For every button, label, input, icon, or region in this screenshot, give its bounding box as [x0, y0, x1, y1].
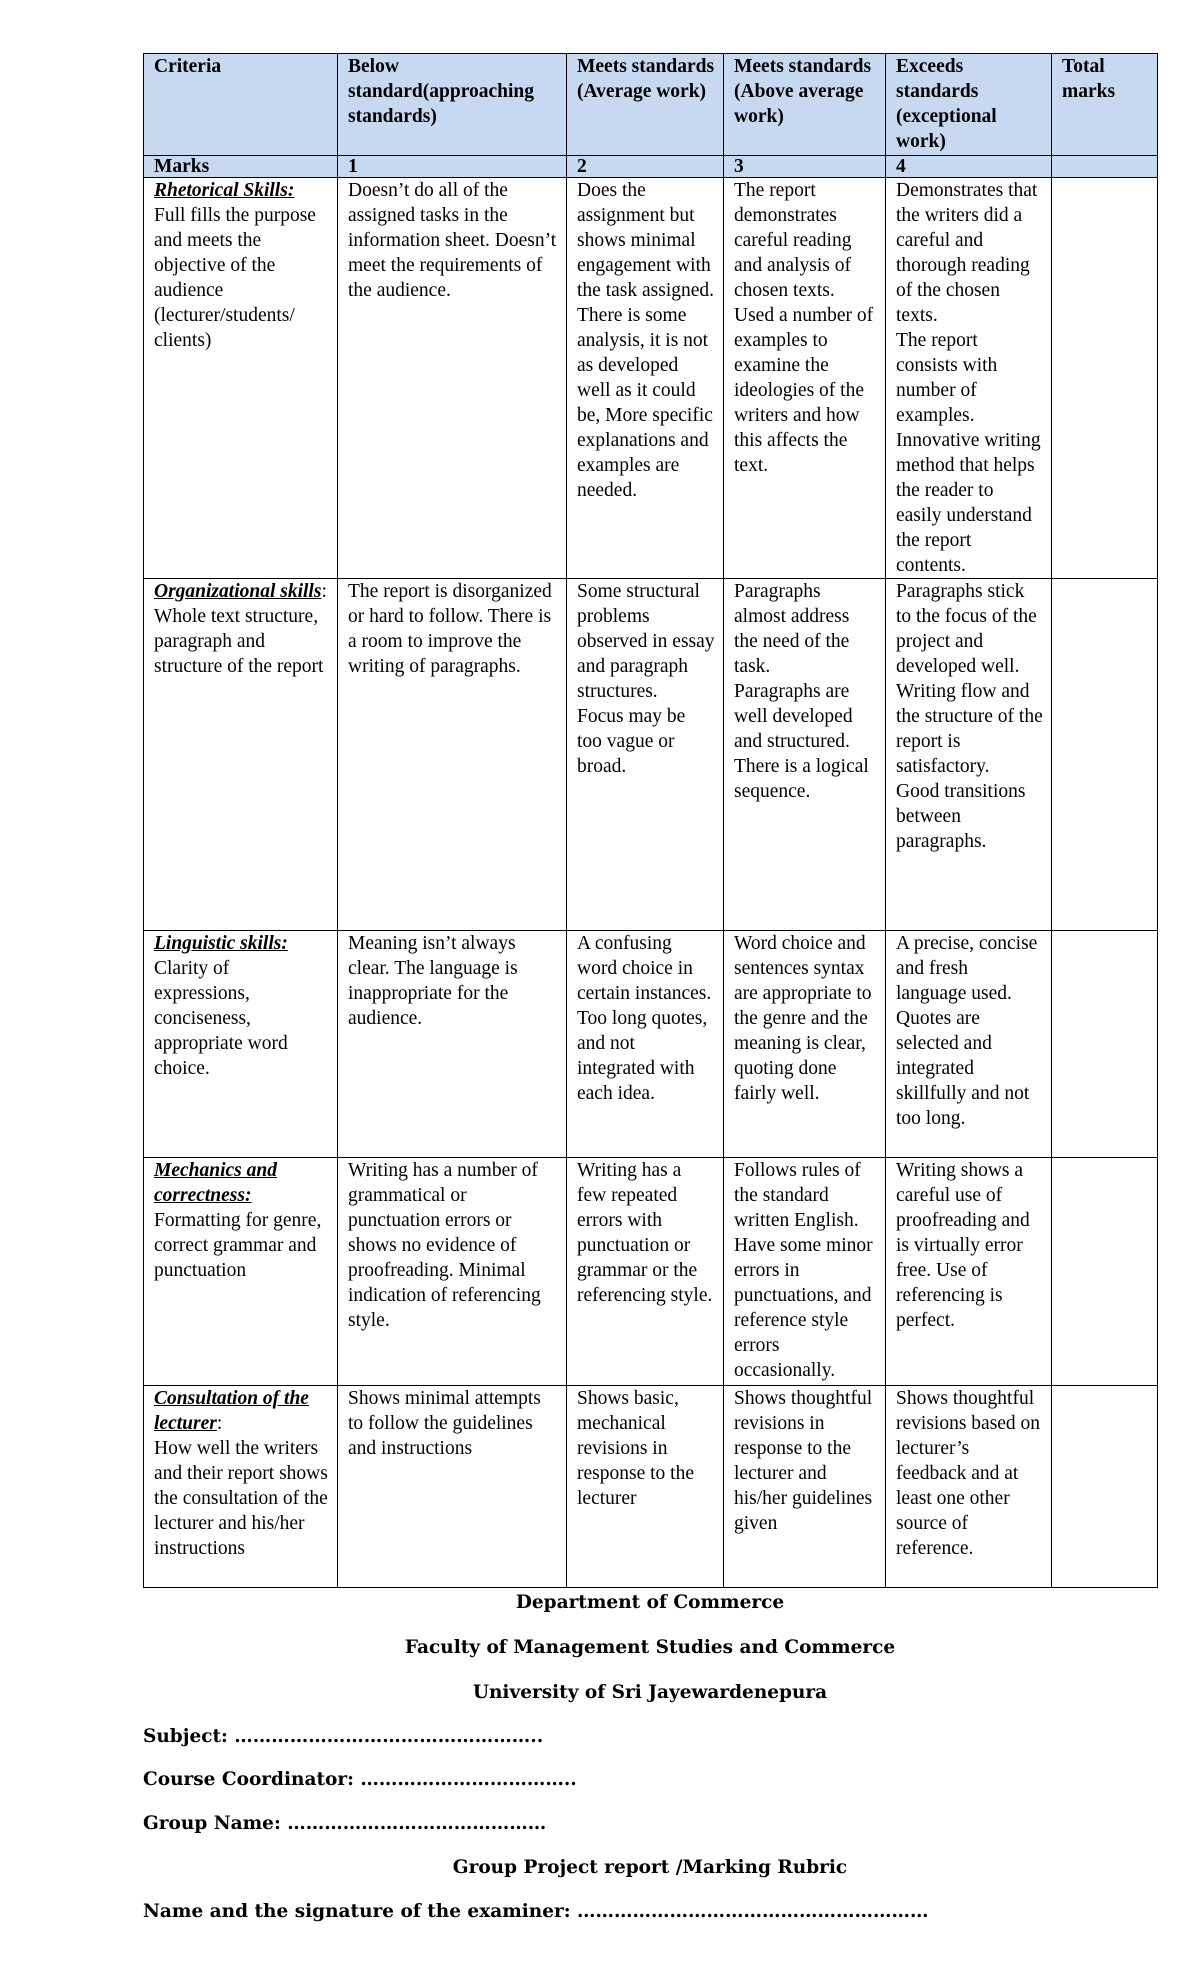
criteria-cell	[144, 579, 338, 931]
table-row	[144, 1386, 1158, 1588]
criteria-description: How well the writers and their report shows the consultation of the lecturer and his/her instructions	[154, 1438, 328, 1559]
rubric-cell-above-average: The report demonstrates careful reading and analysis of chosen texts. Used a number of examples to examine the ideologies of the writers and how this affects the text.	[724, 178, 886, 579]
rubric-cell-average: Does the assignment but shows minimal engagement with the task assigned. There is some analysis, it is not as developed well as it could be, More specific explanations and examples are needed.	[567, 178, 724, 579]
rubric-cell-above-average: Word choice and sentences syntax are appropriate to the genre and the meaning is clear, quoting done fairly well.	[724, 931, 886, 1158]
header-below-standard: Below standard(approaching standards)	[338, 54, 567, 156]
rubric-cell-average: Shows basic, mechanical revisions in response to the lecturer	[567, 1386, 724, 1588]
criteria-description: Formatting for genre, correct grammar and punctuation	[154, 1210, 322, 1281]
group-name-field: Group Name: ……………………………………	[143, 1813, 547, 1834]
rubric-cell-below: Meaning isn’t always clear. The language is inappropriate for the audience.	[338, 931, 567, 1158]
rubric-cell-exceeds: Demonstrates that the writers did a careful and thorough reading of the chosen texts. The report consists with number of examples. Innovative writing method that helps the reader to easily understand the report contents.	[886, 178, 1052, 579]
criteria-title: Consultation of the lecturer	[154, 1388, 309, 1434]
criteria-title-suffix: : Whole text structure, paragraph and structure of the report	[154, 581, 327, 677]
rubric-cell-above-average: Shows thoughtful revisions in response to the lecturer and his/her guidelines given	[724, 1386, 886, 1588]
rubric-cell-total	[1052, 931, 1158, 1158]
rubric-cell-exceeds: A precise, concise and fresh language used. Quotes are selected and integrated skillfully and not too long.	[886, 931, 1052, 1158]
criteria-cell	[144, 178, 338, 579]
criteria-title: Rhetorical Skills:	[154, 180, 295, 201]
rubric-cell-below: The report is disorganized or hard to follow. There is a room to improve the writing of paragraphs.	[338, 579, 567, 931]
rubric-cell-above-average: Follows rules of the standard written English. Have some minor errors in punctuations, and reference style errors occasionally.	[724, 1158, 886, 1386]
table-row	[144, 931, 1158, 1158]
marks-row	[144, 156, 1158, 178]
rubric-cell-exceeds: Shows thoughtful revisions based on lecturer’s feedback and at least one other source of reference.	[886, 1386, 1052, 1588]
criteria-cell	[144, 1158, 338, 1386]
criteria-cell	[144, 1386, 338, 1588]
rubric-cell-average: A confusing word choice in certain instances. Too long quotes, and not integrated with each idea.	[567, 931, 724, 1158]
faculty-heading: Faculty of Management Studies and Commerce	[404, 1637, 896, 1658]
marks-value-1: 1	[338, 156, 567, 178]
criteria-description: Clarity of expressions, conciseness, appropriate word choice.	[154, 958, 288, 1079]
table-row	[144, 178, 1158, 579]
header-exceeds-standards: Exceeds standards (exceptional work)	[886, 54, 1052, 156]
criteria-cell	[144, 931, 338, 1158]
header-row	[144, 54, 1158, 156]
rubric-cell-total	[1052, 178, 1158, 579]
criteria-title: Linguistic skills:	[154, 933, 288, 954]
header-meets-above-average: Meets standards (Above average work)	[724, 54, 886, 156]
subject-field: Subject: …………………………………………..	[143, 1726, 544, 1747]
header-total-marks: Total marks	[1052, 54, 1158, 156]
university-heading: University of Sri Jayewardenepura	[472, 1682, 828, 1703]
rubric-title: Group Project report /Marking Rubric	[452, 1857, 848, 1878]
table-row	[144, 1158, 1158, 1386]
table-row	[144, 579, 1158, 931]
marks-value-total	[1052, 156, 1158, 178]
marks-value-4: 4	[886, 156, 1052, 178]
rubric-cell-total	[1052, 579, 1158, 931]
rubric-cell-below: Doesn’t do all of the assigned tasks in the information sheet. Doesn’t meet the requirements of the audience.	[338, 178, 567, 579]
criteria-description: Full fills the purpose and meets the objective of the audience (lecturer/students/ clients)	[154, 205, 316, 351]
marks-value-2: 2	[567, 156, 724, 178]
rubric-cell-total	[1052, 1158, 1158, 1386]
examiner-signature-field: Name and the signature of the examiner: …………………………………………………	[143, 1901, 929, 1922]
header-meets-average: Meets standards (Average work)	[567, 54, 724, 156]
course-coordinator-field: Course Coordinator: ……………………………..	[143, 1769, 577, 1790]
criteria-title: Organizational skills	[154, 581, 322, 602]
marks-label: Marks	[144, 156, 338, 178]
rubric-cell-exceeds: Paragraphs stick to the focus of the project and developed well. Writing flow and the structure of the report is satisfactory. Good transitions between paragraphs.	[886, 579, 1052, 931]
rubric-cell-exceeds: Writing shows a careful use of proofreading and is virtually error free. Use of referencing is perfect.	[886, 1158, 1052, 1386]
rubric-cell-above-average: Paragraphs almost address the need of the task. Paragraphs are well developed and structured. There is a logical sequence.	[724, 579, 886, 931]
rubric-cell-average: Writing has a few repeated errors with punctuation or grammar or the referencing style.	[567, 1158, 724, 1386]
criteria-title-suffix: :	[216, 1413, 223, 1434]
criteria-title: Mechanics and correctness:	[154, 1160, 277, 1206]
rubric-cell-below: Shows minimal attempts to follow the guidelines and instructions	[338, 1386, 567, 1588]
marking-rubric-table	[143, 53, 1158, 1588]
marks-value-3: 3	[724, 156, 886, 178]
rubric-cell-total	[1052, 1386, 1158, 1588]
header-criteria: Criteria	[144, 54, 338, 156]
rubric-cell-average: Some structural problems observed in essay and paragraph structures. Focus may be too vague or broad.	[567, 579, 724, 931]
department-heading: Department of Commerce	[515, 1592, 785, 1613]
rubric-cell-below: Writing has a number of grammatical or punctuation errors or shows no evidence of proofreading. Minimal indication of referencing style.	[338, 1158, 567, 1386]
